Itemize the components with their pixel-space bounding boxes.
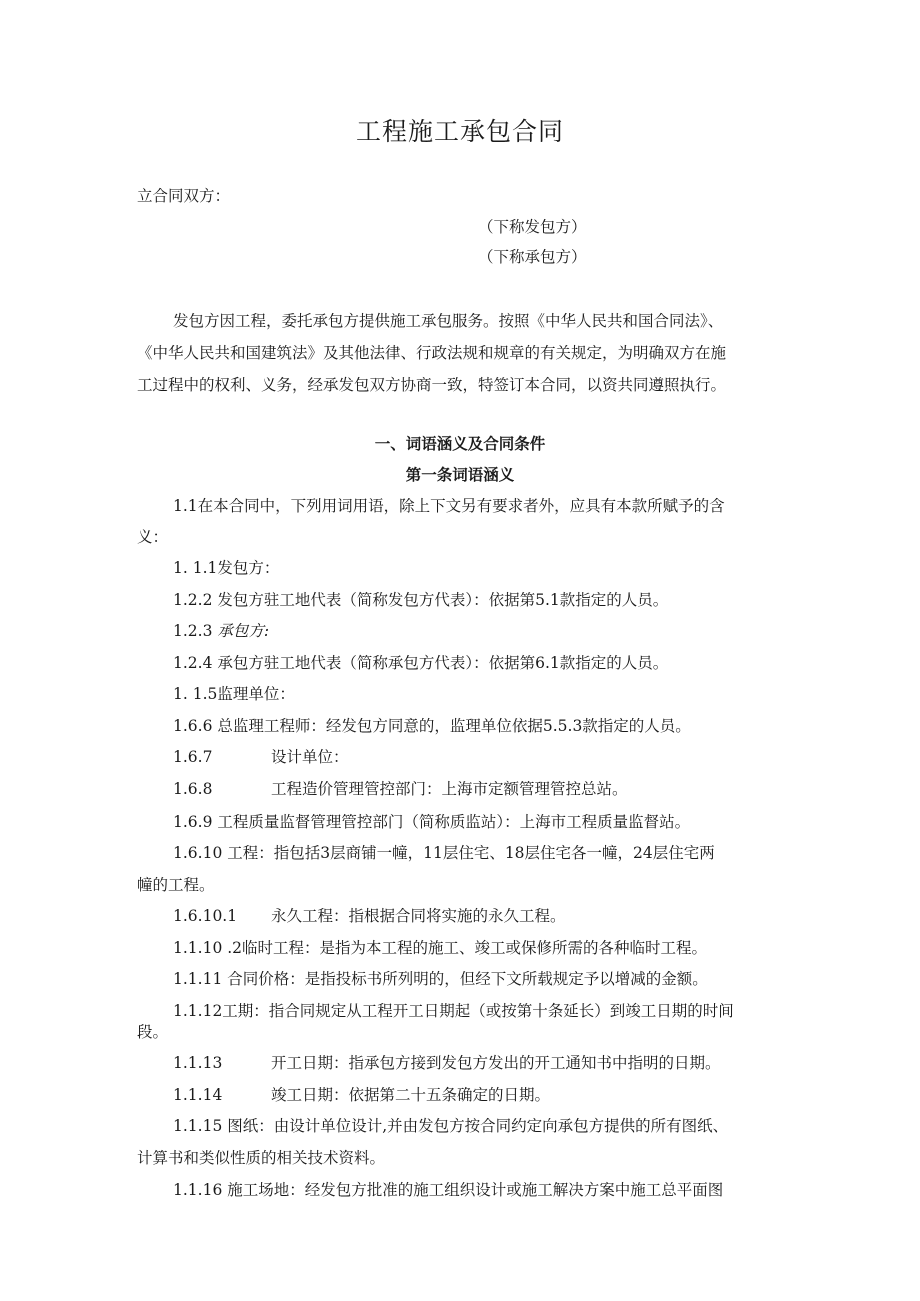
section-heading: 一、词语涵义及合同条件 — [374, 434, 546, 453]
clause-1-1-1: 1. 1.1发包方： — [173, 559, 280, 577]
clause-1-1-13-text: 开工日期：指承包方接到发包方发出的开工通知书中指明的日期。 — [271, 1054, 721, 1072]
clause-1-6-10-line-1: 1.6.10 工程：指包括3层商铺一幢，11层住宅、18层住宅各一幢，24层住宅两 — [173, 844, 715, 862]
clause-1-1-13 — [173, 1053, 721, 1073]
clause-1-6-10-1-number: 1.6.10.1 — [173, 907, 238, 925]
clause-1-1-line-1: 1.1在本合同中，下列用词用语，除上下文另有要求者外，应具有本款所赋予的含 — [173, 497, 725, 515]
clause-1-6-8 — [173, 779, 628, 799]
article-heading: 第一条词语涵义 — [405, 465, 515, 484]
clause-1-6-10-1 — [173, 906, 566, 926]
clause-1-6-10-line-2: 幢的工程。 — [137, 876, 215, 894]
clause-1-1-5: 1. 1.5监理单位： — [173, 685, 295, 703]
clause-1-6-10-1-text: 永久工程：指根据合同将实施的永久工程。 — [271, 907, 566, 925]
clause-1-2-3 — [173, 621, 269, 641]
clause-1-1-10-2: 1.1.10 .2临时工程：是指为本工程的施工、竣工或保修所需的各种临时工程。 — [173, 939, 708, 957]
clause-1-6-7 — [173, 747, 349, 767]
party-employer: （下称发包方） — [478, 218, 587, 236]
parties-label: 立合同双方： — [137, 187, 231, 205]
clause-1-1-16: 1.1.16 施工场地：经发包方批准的施工组织设计或施工解决方案中施工总平面图 — [173, 1181, 724, 1199]
preamble-line-2: 《中华人民共和国建筑法》及其他法律、行政法规和规章的有关规定，为明确双方在施 — [137, 344, 727, 362]
preamble-line-1: 发包方因工程，委托承包方提供施工承包服务。按照《中华人民共和国合同法》、 — [173, 312, 724, 330]
clause-1-2-2: 1.2.2 发包方驻工地代表（简称发包方代表）：依据第5.1款指定的人员。 — [173, 591, 669, 609]
clause-1-6-9: 1.6.9 工程质量监督管理管控部门（简称质监站）：上海市工程质量监督站。 — [173, 813, 691, 831]
clause-1-6-8-text: 工程造价管理管控部门：上海市定额管理管控总站。 — [271, 780, 628, 798]
clause-1-1-14 — [173, 1085, 550, 1105]
clause-1-1-14-number: 1.1.14 — [173, 1086, 223, 1104]
clause-1-1-15-line-2: 计算书和类似性质的相关技术资料。 — [137, 1149, 386, 1167]
clause-1-1-14-text: 竣工日期：依据第二十五条确定的日期。 — [271, 1086, 551, 1104]
party-contractor: （下称承包方） — [478, 248, 587, 266]
clause-1-6-7-number: 1.6.7 — [173, 748, 213, 766]
clause-1-2-3-number: 1.2.3 — [173, 622, 218, 640]
clause-1-6-6: 1.6.6 总监理工程师：经发包方同意的，监理单位依据5.5.3款指定的人员。 — [173, 717, 691, 735]
clause-1-1-line-2: 义： — [137, 528, 169, 546]
clause-1-1-11: 1.1.11 合同价格：是指投标书所列明的，但经下文所载规定予以增减的金额。 — [173, 970, 708, 988]
clause-1-1-15-line-1: 1.1.15 图纸：由设计单位设计,并由发包方按合同约定向承包方提供的所有图纸、 — [173, 1117, 729, 1135]
clause-1-2-3-text: 承包方: — [217, 622, 270, 640]
clause-1-2-4: 1.2.4 承包方驻工地代表（简称承包方代表）：依据第6.1款指定的人员。 — [173, 654, 669, 672]
clause-1-6-8-number: 1.6.8 — [173, 780, 213, 798]
document-title: 工程施工承包合同 — [355, 117, 564, 146]
clause-1-1-12-line-1: 1.1.12工期：指合同规定从工程开工日期起（或按第十条延长）到竣工日期的时间 — [173, 1002, 734, 1020]
preamble-line-3: 工过程中的权利、义务，经承发包双方协商一致，特签订本合同，以资共同遵照执行。 — [137, 376, 727, 394]
clause-1-1-13-number: 1.1.13 — [173, 1054, 223, 1072]
clause-1-6-7-text: 设计单位： — [271, 748, 349, 766]
clause-1-1-12-line-2: 段。 — [137, 1023, 169, 1041]
